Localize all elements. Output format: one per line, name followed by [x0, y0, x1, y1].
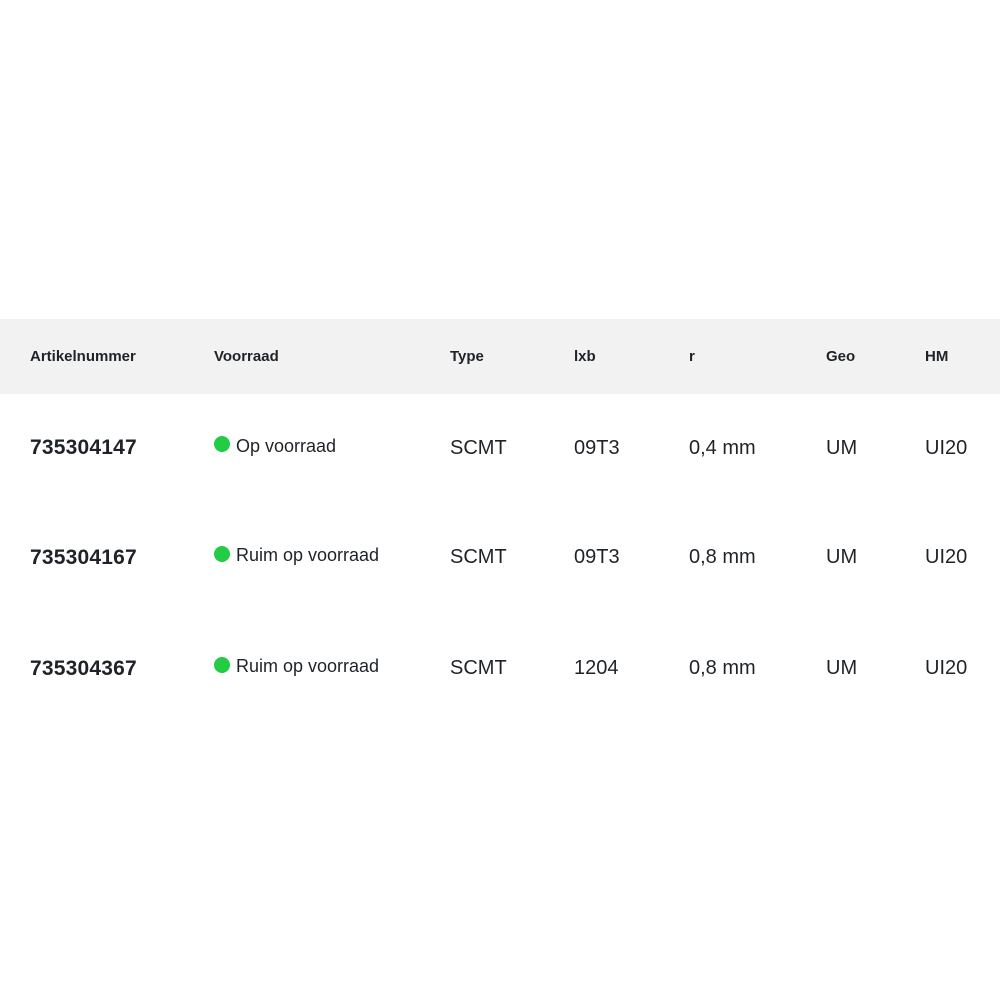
cell-hm: UI20: [925, 546, 968, 568]
cell-type: SCMT: [450, 436, 507, 459]
header-type[interactable]: Type: [450, 348, 484, 365]
stock-status-label: Ruim op voorraad: [236, 545, 380, 566]
table-header-row: [0, 319, 1000, 394]
cell-type: SCMT: [450, 546, 507, 568]
article-number[interactable]: 735304367: [30, 656, 137, 680]
stock-status: [214, 436, 336, 457]
header-hm[interactable]: HM: [925, 348, 949, 365]
article-number[interactable]: 735304147: [30, 436, 137, 459]
header-lxb[interactable]: lxb: [574, 348, 596, 365]
table-body: [0, 394, 1000, 724]
stock-status-dot-icon: [214, 436, 230, 452]
cell-r: 0,4 mm: [689, 436, 756, 459]
cell-lxb: 09T3: [574, 546, 620, 568]
stock-status-label: Op voorraad: [236, 435, 337, 456]
header-artikelnummer[interactable]: Artikelnummer: [30, 348, 136, 365]
cell-artikelnummer[interactable]: [0, 394, 214, 502]
cell-geo: UM: [826, 546, 858, 568]
header-voorraad[interactable]: Voorraad: [214, 348, 279, 365]
stock-status-dot-icon: [214, 546, 230, 562]
cell-lxb: 09T3: [574, 436, 620, 459]
cell-geo: UM: [826, 657, 858, 679]
table-row[interactable]: [0, 394, 1000, 502]
stock-status: [214, 656, 379, 677]
cell-r: 0,8 mm: [689, 546, 756, 568]
cell-artikelnummer[interactable]: [0, 613, 214, 724]
cell-geo: UM: [826, 436, 858, 459]
cell-hm: UI20: [925, 657, 968, 679]
table-row[interactable]: [0, 502, 1000, 613]
header-r[interactable]: r: [689, 348, 695, 365]
stock-status-label: Ruim op voorraad: [236, 656, 380, 677]
cell-lxb: 1204: [574, 657, 619, 679]
cell-hm: UI20: [925, 436, 968, 459]
product-table: [0, 319, 1000, 724]
table-row[interactable]: [0, 613, 1000, 724]
cell-r: 0,8 mm: [689, 657, 756, 679]
table-header: [0, 319, 1000, 394]
stock-status: [214, 545, 379, 566]
cell-type: SCMT: [450, 657, 507, 679]
header-geo[interactable]: Geo: [826, 348, 856, 365]
article-number[interactable]: 735304167: [30, 545, 137, 569]
stock-status-dot-icon: [214, 657, 230, 673]
cell-voorraad: [214, 394, 450, 502]
cell-voorraad: [214, 502, 450, 613]
cell-artikelnummer[interactable]: [0, 502, 214, 613]
cell-voorraad: [214, 613, 450, 724]
